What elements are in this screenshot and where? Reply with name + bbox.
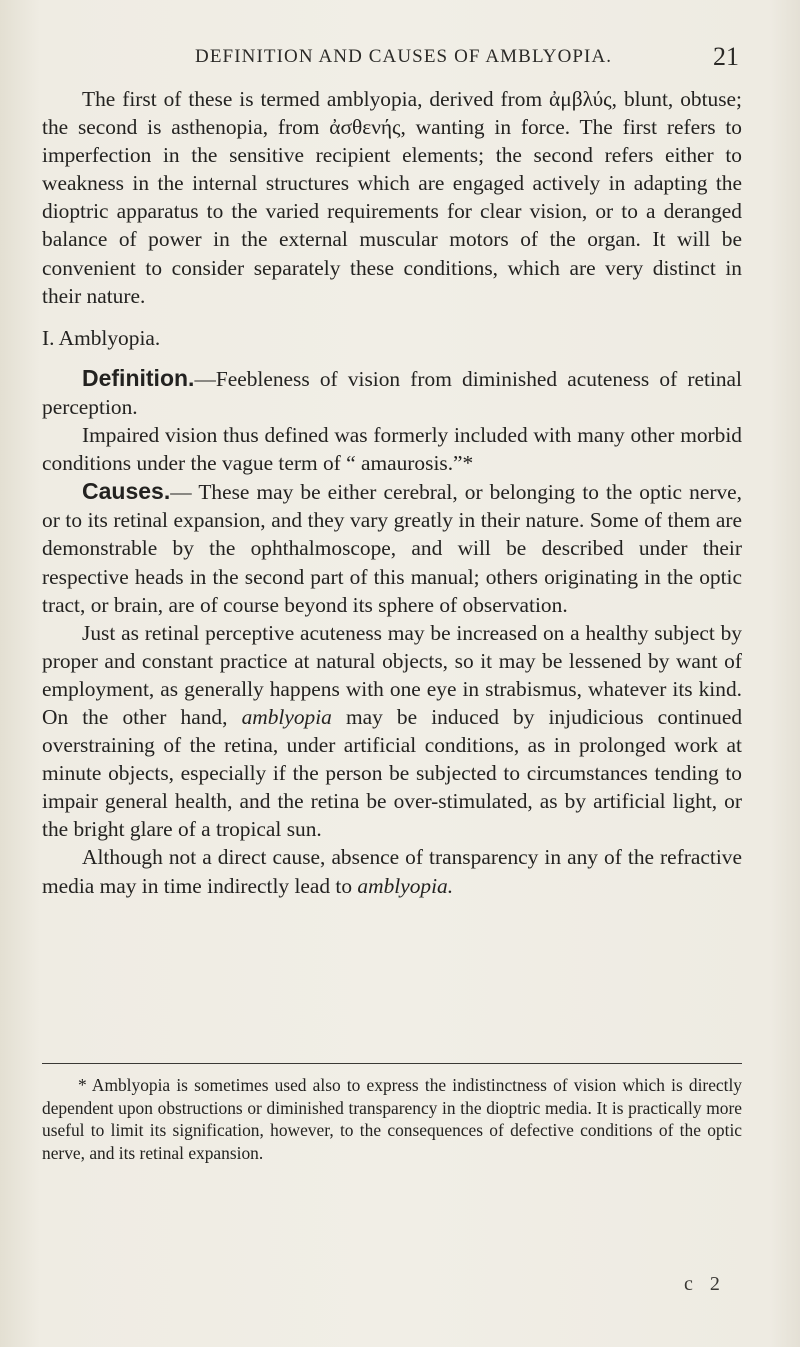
causes-text: — These may be either cerebral, or belonging to the optic nerve, or to its retinal expansion, and they vary greatly in their nature. Some of them are demonstrable by the ophthalmoscope, and will be described under their respective heads in the second part of this manual; others originating in the optic tract, or brain, are of course beyond its sphere of observation. bbox=[42, 480, 742, 617]
section-heading-text: I. Amblyopia. bbox=[42, 325, 161, 350]
retinal-text-before: Just as retinal perceptive acuteness may be increased on a healthy subject by proper and constant practice at natural objects, so it may be lessened by want of employment, as generally happens with one eye in strabismus, whatever its kind. On the other hand, bbox=[42, 620, 742, 729]
definition-label: Definition. bbox=[82, 364, 195, 391]
footnote bbox=[42, 1074, 742, 1164]
running-head: DEFINITION AND CAUSES OF AMBLYOPIA. bbox=[195, 46, 613, 67]
causes-label: Causes. bbox=[82, 478, 171, 505]
transparency-paragraph bbox=[42, 843, 742, 899]
intro-paragraph: The first of these is termed amblyopia, derived from ἀμβλύς, blunt, obtuse; the second is asthenopia, from ἀσθενής, wanting in force. The first refers to imperfection in the sensitive recipient elements; the second refers either to weakness in the internal structures which are engaged actively in adapting the dioptric apparatus to the varied requirements for clear vision, or to a deranged balance of power in the external muscular motors of the organ. It will be convenient to consider separately these conditions, which are very distinct in their nature. bbox=[42, 87, 742, 308]
footnote-text: * Amblyopia is sometimes used also to express the indistinctness of vision which is directly dependent upon obstructions or diminished transparency in the dioptric media. It is practically more useful to limit its signification, however, to the consequences of defective conditions of the optic nerve, and its retinal expansion. bbox=[42, 1075, 742, 1163]
retinal-term: amblyopia bbox=[241, 704, 332, 729]
section-heading bbox=[42, 324, 742, 352]
page-header bbox=[0, 42, 800, 86]
definition-text: —Feebleness of vision from diminished acuteness of retinal perception. bbox=[42, 366, 742, 419]
retinal-acuteness-paragraph bbox=[42, 619, 742, 844]
definition-paragraph bbox=[42, 364, 742, 421]
transparency-term: amblyopia. bbox=[357, 873, 454, 898]
main-text bbox=[42, 85, 742, 900]
transparency-text: Although not a direct cause, absence of transparency in any of the refractive media may in time indirectly lead to bbox=[42, 845, 742, 898]
causes-paragraph bbox=[42, 477, 742, 618]
page-number: 21 bbox=[713, 42, 739, 71]
retinal-text-after: may be induced by injudicious continued overstraining of the retina, under artificial conditions, as in prolonged work at minute objects, especially if the person be subjected to circumstances tending to impair general health, and the retina be over-stimulated, as by artificial light, or the bright glare of a tropical sun. bbox=[42, 704, 743, 842]
signature-mark: c 2 bbox=[684, 1273, 726, 1295]
impaired-vision-paragraph: Impaired vision thus defined was formerly included with many other morbid conditions under the vague term of “ amaurosis.”* bbox=[42, 423, 742, 476]
footnote-divider bbox=[42, 1063, 742, 1064]
